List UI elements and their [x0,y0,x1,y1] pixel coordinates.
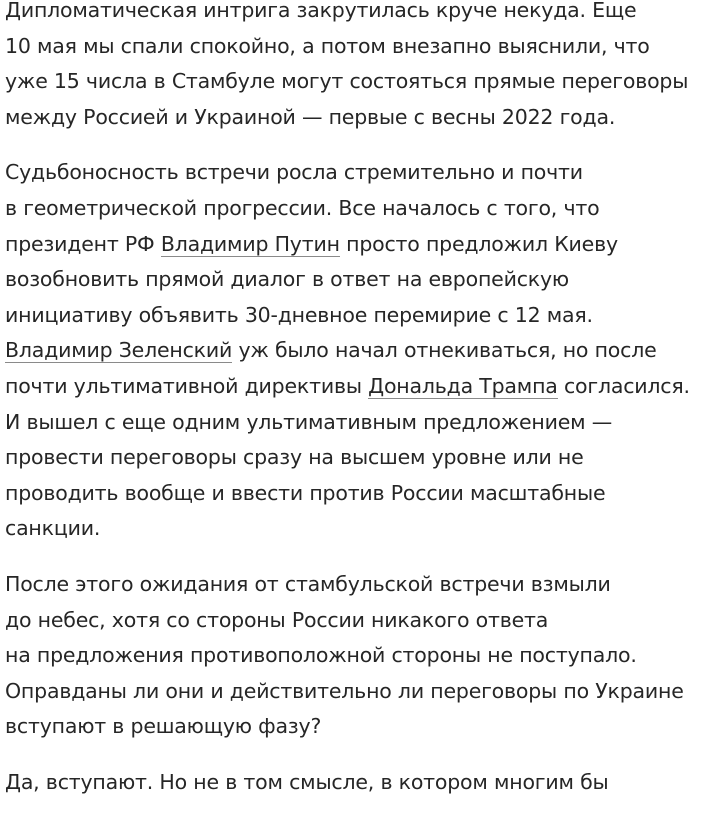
paragraph [5,0,721,135]
text-segment: 10 мая мы спали спокойно, а потом внезапно выяснили, что [5,33,650,58]
text-segment: проводить вообще и ввести против России масштабные [5,480,606,505]
text-line [5,64,721,100]
text-segment: уже 15 числа в Стамбуле могут состояться прямые переговоры [5,69,689,94]
text-segment: После этого ожидания от стамбульской встречи взмыли [5,571,611,596]
text-line [5,262,721,298]
text-segment: вступают в решающую фазу? [5,714,322,739]
text-line [5,674,721,710]
text-segment: Судьбоносность встречи росла стремительно и почти [5,160,583,185]
text-segment: Дипломатическая интрига закрутилась круче некуда. Еще [5,0,637,22]
text-line [5,100,721,136]
text-line [5,0,721,29]
text-line [5,765,721,801]
paragraph [5,155,721,547]
text-segment: Оправданы ли они и действительно ли переговоры по Украине [5,678,684,703]
text-segment: президент РФ [5,231,161,256]
text-line [5,227,721,263]
text-segment: на предложения противоположной стороны не поступало. [5,643,637,668]
text-segment: уж было начал отнекиваться, но после [232,338,657,363]
text-line [5,603,721,639]
text-line [5,511,721,547]
paragraph [5,567,721,745]
article-body [5,0,721,820]
link-vladimir-zelensky[interactable]: Владимир Зеленский [5,338,233,363]
text-line [5,333,721,369]
text-segment: до небес, хотя со стороны России никакого ответа [5,607,549,632]
text-line [5,29,721,65]
text-line [5,709,721,745]
link-donald-trump[interactable]: Дональда Трампа [368,373,558,398]
text-segment: провести переговоры сразу на высшем уровне или не [5,445,584,470]
text-line [5,369,721,405]
text-segment: инициативу объявить 30-дневное перемирие с 12 мая. [5,302,593,327]
text-line [5,638,721,674]
link-vladimir-putin[interactable]: Владимир Путин [160,231,340,256]
text-line [5,440,721,476]
text-line [5,191,721,227]
text-segment: в геометрической прогрессии. Все началось с того, что [5,195,600,220]
text-line [5,476,721,512]
text-segment: И вышел с еще одним ультимативным предложением — [5,409,613,434]
text-segment: возобновить прямой диалог в ответ на европейскую [5,267,569,292]
text-segment: почти ультимативной директивы [5,373,369,398]
text-line [5,567,721,603]
text-segment: согласился. [557,373,690,398]
paragraph [5,765,721,801]
text-segment: санкции. [5,516,101,541]
text-segment: просто предложил Киеву [339,231,618,256]
text-line [5,298,721,334]
text-segment: между Россией и Украиной — первые с весны 2022 года. [5,104,616,129]
text-line [5,405,721,441]
text-segment: Да, вступают. Но не в том смысле, в котором многим бы [5,769,609,794]
text-line [5,155,721,191]
